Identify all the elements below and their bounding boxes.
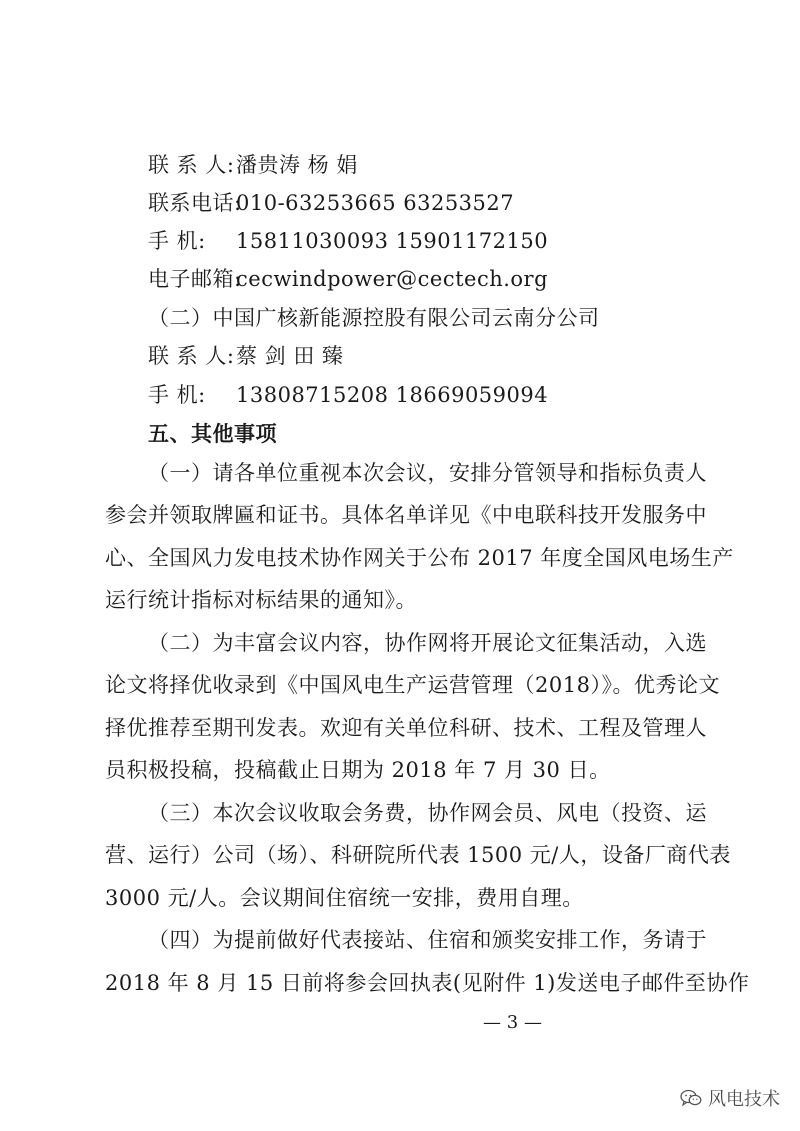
paragraph-3-line: 营、运行）公司（场）、科研院所代表 1500 元/人，设备厂商代表 [105, 843, 731, 867]
paragraph-2-line: （二）为丰富会议内容，协作网将开展论文征集活动，入选 [148, 631, 707, 655]
contact-person-a [148, 150, 800, 180]
paragraph-3-line: 3000 元/人。会议期间住宿统一安排，费用自理。 [105, 886, 584, 910]
paragraph-2-line: 论文将择优收录到《中国风电生产运营管理（2018）》。优秀论文 [105, 673, 720, 697]
contact-value: cecwindpower@cectech.org [236, 267, 549, 291]
wechat-icon [680, 1089, 702, 1107]
contact-label: 联系电话: [148, 191, 242, 215]
paragraph-1-line: 运行统计指标对标结果的通知》。 [105, 588, 417, 612]
contact-value: 潘贵涛 杨 娟 [236, 153, 358, 177]
contact-mobile-a [148, 226, 800, 256]
paragraph-4-line: （四）为提前做好代表接站、住宿和颁奖安排工作，务请于 [148, 928, 707, 952]
contact-phone-a [148, 188, 800, 218]
contact-label: 手 机: [148, 229, 206, 253]
contact-person-b [148, 341, 800, 371]
paragraph-1-line: （一）请各单位重视本次会议，安排分管领导和指标负责人 [148, 461, 707, 485]
section-5-heading: 五、其他事项 [148, 422, 277, 446]
paragraph-1-line: 参会并领取牌匾和证书。具体名单详见《中电联科技开发服务中 [105, 503, 707, 527]
section-b-title: （二）中国广核新能源控股有限公司云南分公司 [148, 306, 600, 330]
contact-value: 13808715208 18669059094 [236, 383, 549, 407]
page-number-text: — 3 — [483, 1012, 542, 1033]
paragraph-3-line: （三）本次会议收取会务费，协作网会员、风电（投资、运 [148, 801, 707, 825]
paragraph-2-line: 员积极投稿，投稿截止日期为 2018 年 7 月 30 日。 [105, 758, 611, 782]
page-number [0, 1012, 800, 1033]
contact-label: 联 系 人: [148, 344, 235, 368]
contact-value: 010-63253665 63253527 [236, 191, 515, 215]
watermark-text: 风电技术 [708, 1089, 780, 1110]
contact-email-a [148, 264, 800, 294]
contact-value: 15811030093 15901172150 [236, 229, 549, 253]
contact-value: 蔡 剑 田 臻 [236, 344, 344, 368]
contact-label: 电子邮箱: [148, 267, 242, 291]
paragraph-4-line: 2018 年 8 月 15 日前将参会回执表(见附件 1)发送电子邮件至协作 [105, 971, 750, 995]
contact-label: 手 机: [148, 383, 206, 407]
contact-label: 联 系 人: [148, 153, 235, 177]
contact-mobile-b [148, 380, 800, 410]
paragraph-2-line: 择优推荐至期刊发表。欢迎有关单位科研、技术、工程及管理人 [105, 716, 707, 740]
watermark [680, 1085, 780, 1111]
paragraph-1-line: 心、全国风力发电技术协作网关于公布 2017 年度全国风电场生产 [105, 546, 734, 570]
